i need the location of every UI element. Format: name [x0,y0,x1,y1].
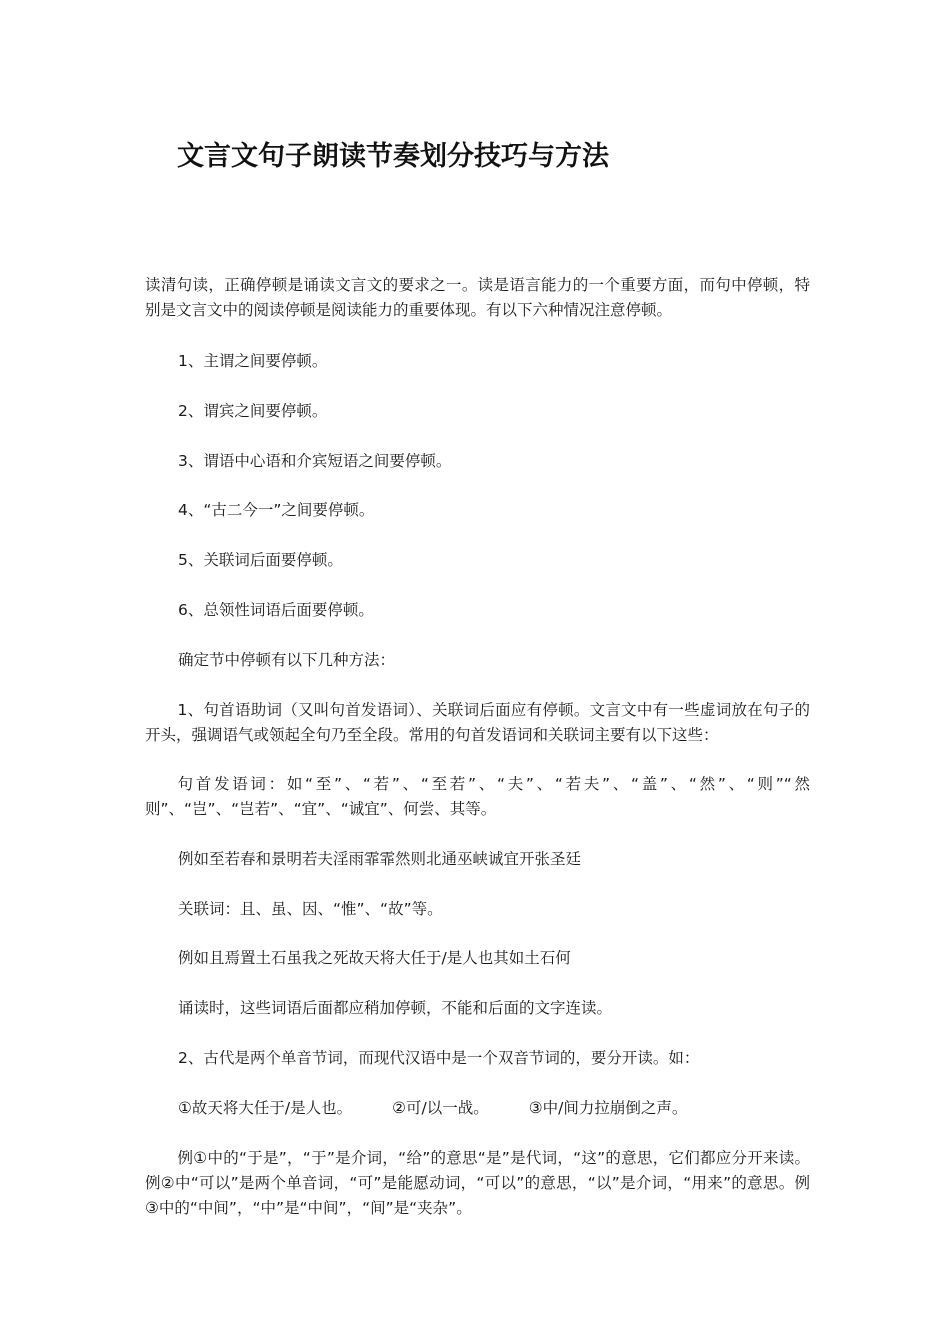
explanation-text: 例①中的“于是”，“于”是介词，“给”的意思“是”是代词，“这”的意思，它们都应分开来读。例②中“可以”是两个单音词，“可”是能愿动词，“可以”的意思，“以”是介词，“用来”的意思。例③中的“中间”，“中”是“中间”，“间”是“夹杂”。 [145,1149,810,1217]
examples-row [178,1096,687,1121]
example-item-2: ②可/以一战。 [392,1099,489,1117]
example-item-1: ①故天将大任于/是人也。 [178,1099,353,1117]
rule-2: 2、谓宾之间要停顿。 [178,402,328,420]
intro-paragraph [145,273,810,323]
fayu-ci-text: 句首发语词：如“至”、“若”、“至若”、“夫”、“若夫”、“盖”、“然”、“则”“然则”、“岂”、“岂若”、“宜”、“诚宜”、何尝、其等。 [145,775,810,818]
method-2: 2、古代是两个单音节词，而现代汉语中是一个双音节词的，要分开读。如： [178,1049,700,1067]
example-item-3: ③中/间力拉崩倒之声。 [528,1099,688,1117]
methods-heading: 确定节中停顿有以下几种方法： [178,651,396,669]
explanation-paragraph [145,1146,810,1221]
fayu-ci-paragraph [145,772,810,822]
rule-6: 6、总领性词语后面要停顿。 [178,601,374,619]
example-1: 例如至若春和景明若夫淫雨霏霏然则北通巫峡诚宜开张圣廷 [178,850,582,868]
rule-5: 5、关联词后面要停顿。 [178,551,343,569]
method-1-text: 1、句首语助词（又叫句首发语词）、关联词后面应有停顿。文言文中有一些虚词放在句子的开头，强调语气或领起全句乃至全段。常用的句首发语词和关联词主要有以下这些： [145,701,810,744]
method-1-paragraph [145,698,810,748]
rule-4: 4、“古二今一”之间要停顿。 [178,501,375,519]
reading-note: 诵读时，这些词语后面都应稍加停顿，不能和后面的文字连读。 [178,999,613,1017]
intro-text: 读清句读，正确停顿是诵读文言文的要求之一。读是语言能力的一个重要方面，而句中停顿，特别是文言文中的阅读停顿是阅读能力的重要体现。有以下六种情况注意停顿。 [145,276,810,319]
guanlian-ci: 关联词：且、虽、因、“惟”、“故”等。 [178,900,443,918]
rule-1: 1、主谓之间要停顿。 [178,352,328,370]
rule-3: 3、谓语中心语和介宾短语之间要停顿。 [178,452,452,470]
example-2: 例如且焉置土石虽我之死故天将大任于/是人也其如土石何 [178,949,571,967]
document-title: 文言文句子朗读节奏划分技巧与方法 [177,141,609,172]
